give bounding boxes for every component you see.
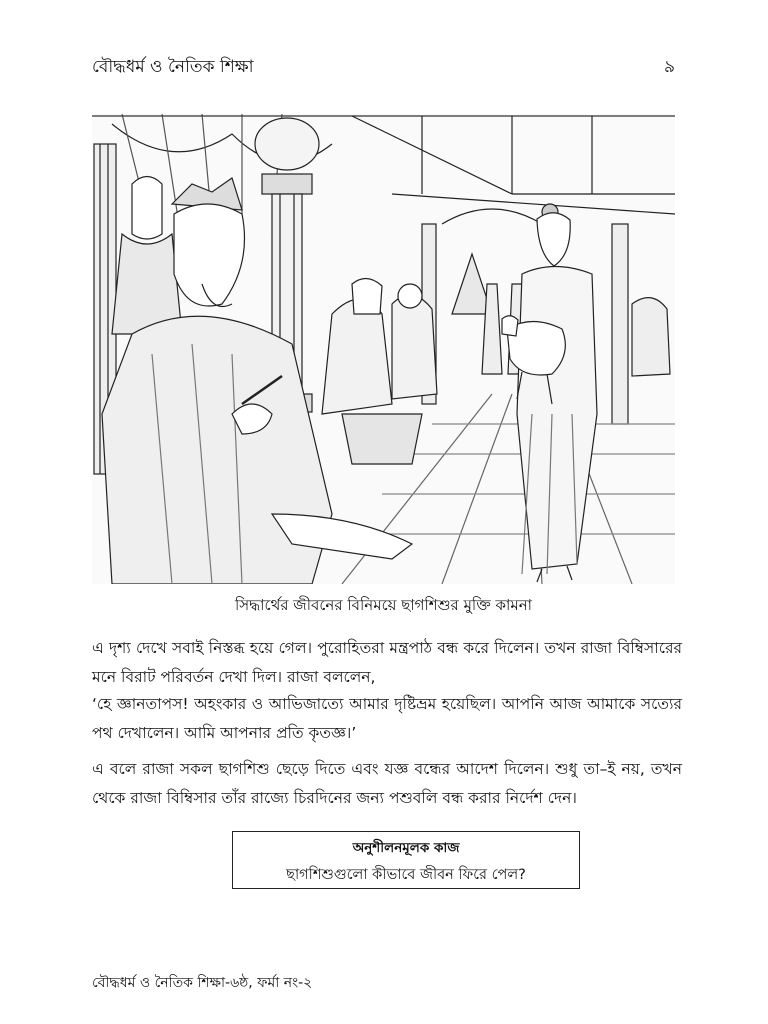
page-number: ৯ <box>664 57 676 77</box>
page-footer: বৌদ্ধধর্ম ও নৈতিক শিক্ষা-৬ষ্ঠ, ফর্মা নং-২ <box>92 975 313 991</box>
figure-caption: সিদ্ধার্থের জীবনের বিনিময়ে ছাগশিশুর মুক্তি কামনা <box>234 596 533 614</box>
illustration-king-and-siddhartha <box>92 114 675 584</box>
activity-question: ছাগশিশুগুলো কীভাবে জীবন ফিরে পেল? <box>286 867 526 883</box>
running-header-title: বৌদ্ধধর্ম ও নৈতিক শিক্ষা <box>92 57 254 77</box>
body-paragraph-2: ‘হে জ্ঞানতাপস! অহংকার ও আভিজাত্যে আমার দৃষ্টিভ্রম হয়েছিল। আপনি আজ আমাকে সত্যের পথ দেখালেন। আমি আপনার প্রতি কৃতজ্ঞ।’ <box>92 695 682 742</box>
illustration-drawing <box>92 114 675 584</box>
body-paragraph-3: এ বলে রাজা সকল ছাগশিশু ছেড়ে দিতে এবং যজ্ঞ বন্ধের আদেশ দিলেন। শুধু তা–ই নয়, তখন থেকে রাজা বিম্বিসার তাঁর রাজ্যে চিরদিনের জন্য পশুবলি বন্ধ করার নির্দেশ দেন। <box>92 760 682 807</box>
body-paragraph-1: এ দৃশ্য দেখে সবাই নিস্তব্ধ হয়ে গেল। পুরোহিতরা মন্ত্রপাঠ বন্ধ করে দিলেন। তখন রাজা বিম্বিসারের মনে বিরাট পরিবর্তন দেখা দিল। রাজা বললেন, <box>92 639 682 686</box>
activity-box <box>232 831 580 889</box>
activity-title: অনুশীলনমূলক কাজ <box>352 840 460 856</box>
